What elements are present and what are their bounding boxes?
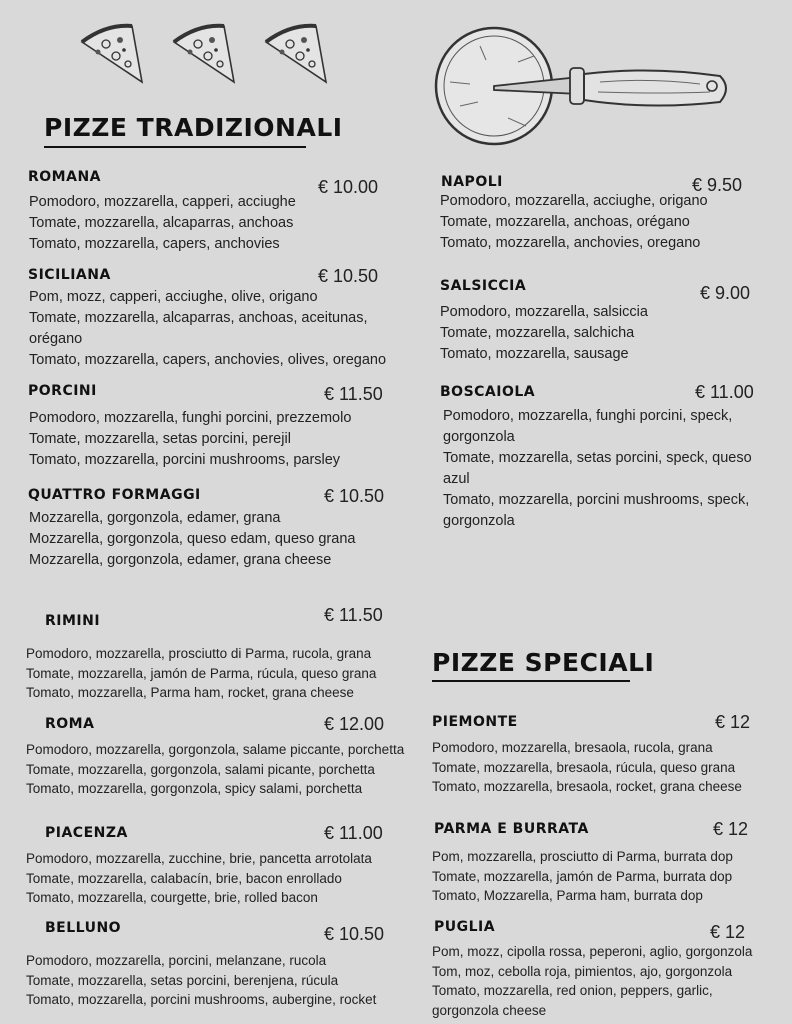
pizza-price: € 11.50	[324, 605, 383, 625]
title-underline	[44, 146, 306, 148]
title-underline	[432, 680, 630, 682]
pizza-description: Pom, mozz, cipolla rossa, peperoni, aglio, gorgonzola Tom, moz, cebolla roja, pimientos, ajo, gorgonzola Tomato, mozzarella, red onion, peppers, garlic, gorgonzola cheese	[432, 944, 753, 1018]
pizza-description: Pom, mozzarella, prosciutto di Parma, burrata dop Tomate, mozzarella, jamón de Parma, burrata dop Tomato, Mozzarella, Parma ham, burrata dop	[432, 849, 733, 903]
pizza-description: Pomodoro, mozzarella, prosciutto di Parma, rucola, grana Tomate, mozzarella, jamón de Parma, rúcula, queso grana Tomato, mozzarella, Parma ham, rocket, grana cheese	[26, 646, 377, 700]
pizza-price: € 10.50	[324, 924, 385, 944]
pizza-price: € 9.00	[700, 283, 751, 303]
pizza-price: € 10.50	[324, 486, 385, 506]
pizza-price: € 12	[710, 922, 746, 942]
pizza-price: € 10.50	[318, 266, 379, 286]
pizza-slice-icon	[76, 20, 146, 86]
pizza-price: € 11.00	[324, 823, 383, 843]
pizza-name: SICILIANA	[28, 267, 111, 283]
pizza-name: PIEMONTE	[432, 714, 518, 730]
pizza-name: PORCINI	[28, 383, 97, 399]
pizza-price: € 11.50	[324, 384, 383, 404]
pizza-description: Pomodoro, mozzarella, funghi porcini, speck, gorgonzola Tomate, mozzarella, setas porcini, speck, queso azul Tomato, mozzarella, porcini mushrooms, speck, gorgonzola	[443, 408, 752, 529]
pizza-name: ROMANA	[28, 169, 101, 185]
pizza-description: Pomodoro, mozzarella, porcini, melanzane, rucola Tomate, mozzarella, setas porcini, berenjena, rúcula Tomato, mozzarella, porcini mushrooms, aubergine, rocket	[26, 953, 377, 1007]
pizza-name: NAPOLI	[441, 174, 503, 190]
pizza-name: RIMINI	[45, 613, 101, 629]
pizza-name: PARMA E BURRATA	[434, 821, 589, 837]
pizza-name: PUGLIA	[434, 919, 496, 935]
pizza-slice-icon	[168, 20, 238, 86]
pizza-name: PIACENZA	[45, 825, 128, 841]
pizza-description: Pomodoro, mozzarella, salsiccia Tomate, mozzarella, salchicha Tomato, mozzarella, sausage	[440, 304, 648, 362]
pizza-description: Pomodoro, mozzarella, funghi porcini, prezzemolo Tomate, mozzarella, setas porcini, perejil Tomato, mozzarella, porcini mushrooms, parsley	[29, 410, 352, 468]
pizza-price: € 11.00	[695, 382, 754, 402]
pizza-name: QUATTRO FORMAGGI	[28, 487, 201, 503]
pizza-description: Pomodoro, mozzarella, capperi, acciughe Tomate, mozzarella, alcaparras, anchoas Tomato, mozzarella, capers, anchovies	[29, 194, 296, 252]
pizza-description: Pomodoro, mozzarella, zucchine, brie, pancetta arrotolata Tomate, mozzarella, calabacín, brie, bacon enrollado Tomato, mozzarella, courgette, brie, rolled bacon	[26, 851, 372, 905]
pizza-description: Pom, mozz, capperi, acciughe, olive, origano Tomate, mozzarella, alcaparras, anchoas, aceitunas, orégano Tomato, mozzarella, capers, anchovies, olives, oregano	[29, 289, 387, 368]
pizza-cutter-icon	[430, 22, 740, 152]
pizza-name: SALSICCIA	[440, 278, 527, 294]
pizza-name: BOSCAIOLA	[440, 384, 536, 400]
pizza-description: Mozzarella, gorgonzola, edamer, grana Mozzarella, gorgonzola, queso edam, queso grana Mozzarella, gorgonzola, edamer, grana cheese	[29, 510, 356, 568]
section-title-tradizionali: PIZZE TRADIZIONALI	[44, 113, 343, 142]
pizza-price: € 10.00	[318, 177, 379, 197]
pizza-price: € 12.00	[324, 714, 385, 734]
pizza-description: Pomodoro, mozzarella, acciughe, origano Tomate, mozzarella, anchoas, orégano Tomato, mozzarella, anchovies, oregano	[440, 193, 708, 251]
pizza-description: Pomodoro, mozzarella, gorgonzola, salame piccante, porchetta Tomate, mozzarella, gorgonzola, salami picante, porchetta Tomato, mozzarella, gorgonzola, spicy salami, porchetta	[26, 742, 405, 796]
pizza-slice-icon	[260, 20, 330, 86]
pizza-description: Pomodoro, mozzarella, bresaola, rucola, grana Tomate, mozzarella, bresaola, rúcula, queso grana Tomato, mozzarella, bresaola, rocket, grana cheese	[432, 740, 742, 794]
pizza-price: € 12	[715, 712, 751, 732]
pizza-price: € 12	[713, 819, 749, 839]
pizza-name: BELLUNO	[45, 920, 122, 936]
pizza-name: ROMA	[45, 716, 95, 732]
section-title-speciali: PIZZE SPECIALI	[432, 648, 655, 677]
pizza-price: € 9.50	[692, 175, 743, 195]
